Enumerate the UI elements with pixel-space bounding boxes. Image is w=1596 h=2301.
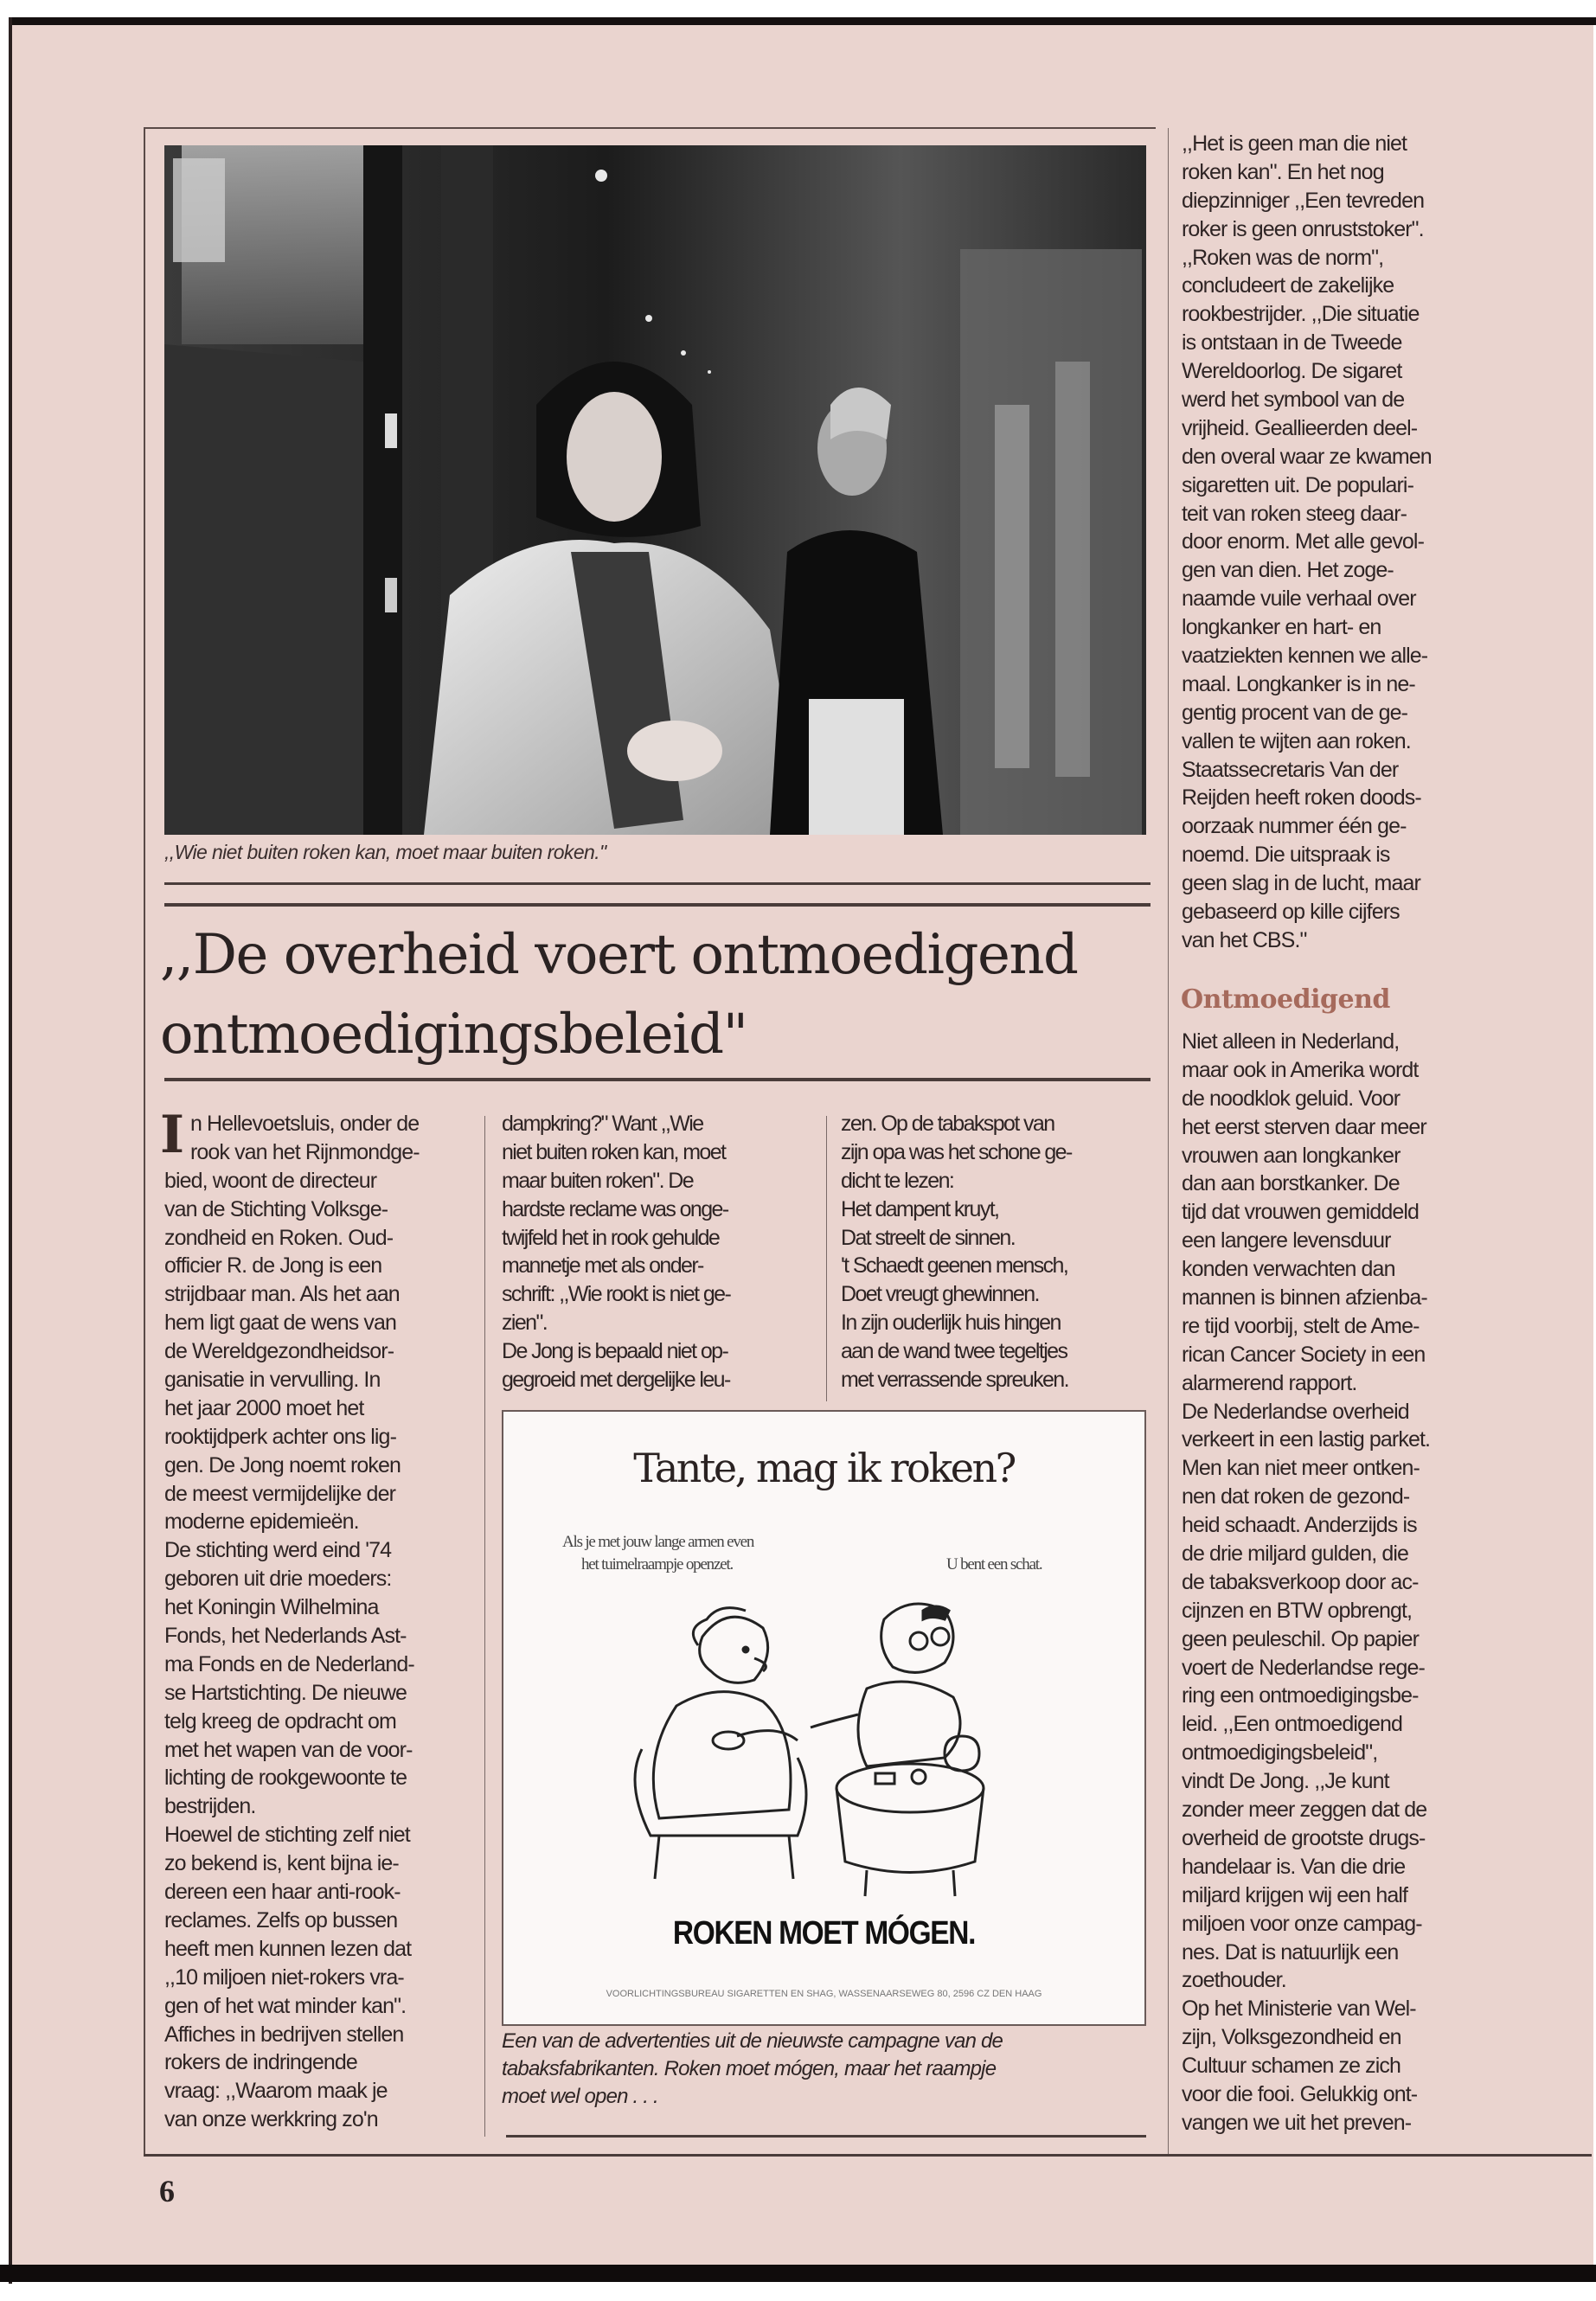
text-line: strijdbaar man. Als het aan (164, 1282, 400, 1307)
text-line: gebaseerd op kille cijfers (1182, 900, 1400, 925)
photo-caption: ,,Wie niet buiten roken kan, moet maar buiten roken." (164, 841, 606, 863)
ad-speech-left: het tuimelraampje openzet. (581, 1555, 734, 1574)
text-line: hem ligt gaat de wens van (164, 1311, 396, 1336)
text-line: ring een ontmoedigingsbe- (1182, 1683, 1419, 1708)
text-line: Hoewel de stichting zelf niet (164, 1823, 410, 1848)
text-line: diepzinniger ,,Een tevreden (1182, 188, 1425, 213)
ad-speech-right: U bent een schat. (946, 1555, 1042, 1574)
text-line: sigaretten uit. De populari- (1182, 472, 1414, 497)
text-line: vrijheid. Geallieerden deel- (1182, 415, 1418, 440)
ad-caption-line: moet wel open . . . (502, 2085, 658, 2108)
text-line: hardste reclame was onge- (502, 1196, 728, 1221)
text-line: De Nederlandse overheid (1182, 1399, 1409, 1424)
text-line: Wereldoorlog. De sigaret (1182, 359, 1402, 384)
text-line: door enorm. Met alle gevol- (1182, 529, 1425, 554)
article-column-4-top (1182, 130, 1432, 955)
text-line: met het wapen van de voor- (164, 1737, 413, 1762)
text-line: vrouwen aan longkanker (1182, 1143, 1401, 1168)
text-line: 't Schaedt geenen mensch, (841, 1253, 1068, 1279)
text-line: lichting de rookgewoonte te (164, 1766, 407, 1791)
text-line: geen slag in de lucht, maar (1182, 871, 1420, 896)
column-rule (826, 1116, 827, 1401)
text-line: longkanker en hart- en (1182, 615, 1381, 640)
text-line: bestrijden. (164, 1794, 256, 1819)
text-line: maar ook in Amerika wordt (1182, 1057, 1419, 1082)
headline-line: ontmoedigingsbeleid" (160, 1003, 747, 1067)
text-line: het jaar 2000 moet het (164, 1395, 364, 1420)
text-line: de meest vermijdelijke der (164, 1481, 395, 1506)
text-line: Affiches in bedrijven stellen (164, 2022, 404, 2047)
ad-caption-line: tabaksfabrikanten. Roken moet mógen, maar het raampje (502, 2057, 997, 2080)
text-line: dereen een haar anti-rook- (164, 1880, 401, 1905)
text-line: cijnzen en BTW opbrengt, (1182, 1598, 1413, 1623)
frame-rule-top (144, 127, 1156, 129)
text-line: van het CBS." (1182, 927, 1307, 952)
text-line: zoethouder. (1182, 1968, 1286, 1993)
text-line: twijfeld het in rook gehulde (502, 1225, 720, 1250)
text-line: dan aan borstkanker. De (1182, 1171, 1400, 1196)
ad-caption-line: Een van de advertenties uit de nieuwste campagne van de (502, 2029, 1003, 2053)
column-rule (1168, 128, 1169, 2154)
article-column-4-bottom (1182, 1028, 1430, 2138)
text-line: konden verwachten dan (1182, 1257, 1395, 1282)
text-line: handelaar is. Van die drie (1182, 1854, 1406, 1879)
frame-rule-left (144, 128, 145, 2156)
text-line: In zijn ouderlijk huis hingen (841, 1311, 1061, 1336)
text-line: bied, woont de directeur (164, 1168, 377, 1193)
divider-rule (164, 903, 1151, 907)
text-line: gentig procent van de ge- (1182, 700, 1408, 725)
text-line: vraag: ,,Waarom maak je (164, 2079, 388, 2104)
text-line: n Hellevoetsluis, onder de (190, 1112, 420, 1136)
text-line: dampkring?" Want ,,Wie (502, 1112, 703, 1136)
subheading: Ontmoedigend (1181, 984, 1390, 1015)
text-line: ,,Het is geen man die niet (1182, 131, 1407, 156)
text-line: is ontstaan in de Tweede (1182, 330, 1402, 356)
text-line: roker is geen onruststoker". (1182, 216, 1424, 241)
text-line: zien". (502, 1311, 548, 1336)
text-line: Reijden heeft roken doods- (1182, 785, 1421, 811)
text-line: Fonds, het Nederlands Ast- (164, 1624, 407, 1649)
text-line: gen of het wat minder kan". (164, 1993, 407, 2018)
text-line: concludeert de zakelijke (1182, 273, 1394, 298)
text-line: rican Cancer Society in een (1182, 1342, 1426, 1367)
text-line: reclames. Zelfs op bussen (164, 1907, 398, 1932)
article-column-3 (841, 1110, 1072, 1394)
text-line: Het dampent kruyt, (841, 1196, 999, 1221)
photo-illustration (164, 145, 1146, 835)
text-line: zijn opa was het schone ge- (841, 1139, 1072, 1164)
scan-edge-top (10, 17, 1596, 25)
text-line: gen. De Jong noemt roken (164, 1452, 401, 1477)
text-line: vallen te wijten aan roken. (1182, 728, 1411, 753)
text-line: noemd. Die uitspraak is (1182, 843, 1390, 868)
text-line: ,,10 miljoen niet-rokers vra- (164, 1965, 404, 1990)
text-line: tijd dat vrouwen gemiddeld (1182, 1200, 1420, 1225)
text-line: rookbestrijder. ,,Die situatie (1182, 302, 1420, 327)
text-line: rokers de indringende (164, 2050, 357, 2075)
text-line: Doet vreugt ghewinnen. (841, 1282, 1039, 1307)
text-line: dicht te lezen: (841, 1168, 954, 1193)
train-corridor-photo (164, 145, 1146, 835)
text-line: niet buiten roken kan, moet (502, 1139, 726, 1164)
text-line: voor die fooi. Gelukkig ont- (1182, 2081, 1418, 2106)
text-line: mannetje met als onder- (502, 1253, 703, 1279)
text-line: rooktijdperk achter ons lig- (164, 1424, 396, 1449)
text-line: overheid de grootste drugs- (1182, 1825, 1426, 1850)
text-line: officier R. de Jong is een (164, 1253, 382, 1279)
text-line: miljoen voor onze campag- (1182, 1911, 1422, 1936)
text-line: zondheid en Roken. Oud- (164, 1225, 394, 1250)
headline-line: ,,De overheid voert ontmoedigend (160, 923, 1078, 987)
ad-footer: VOORLICHTINGSBUREAU SIGARETTEN EN SHAG, WASSENAARSEWEG 80, 2596 CZ DEN HAAG (606, 1989, 1042, 1999)
text-line: naamde vuile verhaal over (1182, 586, 1416, 612)
text-line: gegroeid met dergelijke leu- (502, 1368, 730, 1393)
text-line: zo bekend is, kent bijna ie- (164, 1851, 399, 1876)
frame-rule-bottom (144, 2154, 1592, 2157)
text-line: re tijd voorbij, stelt de Ame- (1182, 1313, 1420, 1338)
scan-edge-bottom (0, 2265, 1596, 2282)
text-line: maal. Longkanker is in ne- (1182, 671, 1415, 696)
text-line: de tabaksverkoop door ac- (1182, 1569, 1419, 1594)
text-line: geboren uit drie moeders: (164, 1567, 392, 1592)
text-line: vindt De Jong. ,,Je kunt (1182, 1769, 1389, 1794)
divider-rule (164, 1078, 1151, 1081)
ad-slogan: ROKEN MOET MÓGEN. (672, 1915, 976, 1952)
ad-caption (502, 2028, 1003, 2111)
text-line: nes. Dat is natuurlijk een (1182, 1939, 1399, 1965)
text-line: moderne epidemieën. (164, 1509, 359, 1535)
scan-edge-left (9, 17, 12, 2284)
text-line: nen dat roken de gezond- (1182, 1484, 1410, 1509)
text-line: voert de Nederlandse rege- (1182, 1655, 1425, 1680)
text-line: Op het Ministerie van Wel- (1182, 1997, 1416, 2022)
text-line: teit van roken steeg daar- (1182, 501, 1407, 526)
advertisement (502, 1410, 1146, 2026)
text-line: Dat streelt de sinnen. (841, 1225, 1016, 1250)
text-line: ,,Roken was de norm", (1182, 245, 1384, 270)
text-line: geen peuleschil. Op papier (1182, 1626, 1420, 1651)
text-line: maar buiten roken". De (502, 1168, 694, 1193)
text-line: Niet alleen in Nederland, (1182, 1029, 1400, 1054)
text-line: vaatziekten kennen we alle- (1182, 644, 1428, 669)
drop-cap: I (160, 1105, 185, 1165)
text-line: aan de wand twee tegeltjes (841, 1339, 1067, 1364)
text-line: van onze werkkring zo'n (164, 2107, 378, 2132)
text-line: heeft men kunnen lezen dat (164, 1936, 412, 1961)
text-line: Men kan niet meer ontken- (1182, 1456, 1420, 1481)
ad-title: Tante, mag ik roken? (633, 1445, 1015, 1491)
page-number: 6 (159, 2174, 175, 2208)
text-line: ganisatie in vervulling. In (164, 1368, 381, 1393)
text-line: den overal waar ze kwamen (1182, 444, 1432, 469)
divider-rule (164, 882, 1151, 885)
text-line: met verrassende spreuken. (841, 1368, 1068, 1393)
text-line: gen van dien. Het zoge- (1182, 558, 1394, 583)
text-line: De Jong is bepaald niet op- (502, 1339, 728, 1364)
text-line: de noodklok geluid. Voor (1182, 1086, 1401, 1111)
text-line: het eerst sterven daar meer (1182, 1114, 1426, 1139)
text-line: de Wereldgezondheidsor- (164, 1339, 394, 1364)
text-line: schrift: ,,Wie rookt is niet ge- (502, 1282, 731, 1307)
article-column-2 (502, 1110, 730, 1394)
text-line: leid. ,,Een ontmoedigend (1182, 1712, 1402, 1737)
text-line: zijn, Volksgezondheid en (1182, 2025, 1401, 2050)
text-line: zonder meer zeggen dat de (1182, 1798, 1427, 1823)
text-line: De stichting werd eind '74 (164, 1538, 392, 1563)
article-column-1 (164, 1110, 420, 2134)
text-line: Staatssecretaris Van der (1182, 757, 1399, 782)
text-line: verkeert in een lastig parket. (1182, 1427, 1431, 1452)
text-line: roken kan". En het nog (1182, 159, 1384, 184)
cartoon-illustration (625, 1585, 1031, 1905)
text-line: heid schaadt. Anderzijds is (1182, 1513, 1417, 1538)
text-line: oorzaak nummer één ge- (1182, 814, 1407, 839)
text-line: vangen we uit het preven- (1182, 2110, 1412, 2135)
text-line: werd het symbool van de (1182, 388, 1405, 413)
text-line: ma Fonds en de Nederland- (164, 1651, 414, 1676)
text-line: miljard krijgen wij een half (1182, 1882, 1408, 1907)
text-line: se Hartstichting. De nieuwe (164, 1680, 407, 1705)
divider-rule (506, 2135, 1146, 2138)
text-line: een langere levensduur (1182, 1228, 1391, 1253)
text-line: telg kreeg de opdracht om (164, 1708, 396, 1734)
column-rule (484, 1116, 485, 2137)
text-line: mannen is binnen afzienba- (1182, 1285, 1427, 1311)
text-line: rook van het Rijnmondge- (190, 1139, 420, 1164)
text-line: Cultuur schamen ze zich (1182, 2054, 1401, 2079)
ad-speech-left: Als je met jouw lange armen even (562, 1533, 754, 1551)
text-line: van de Stichting Volksge- (164, 1196, 388, 1221)
text-line: alarmerend rapport. (1182, 1370, 1357, 1395)
text-line: het Koningin Wilhelmina (164, 1595, 379, 1620)
text-line: ontmoedigingsbeleid", (1182, 1740, 1378, 1766)
article-headline (160, 915, 1078, 1074)
text-line: de drie miljard gulden, die (1182, 1541, 1408, 1567)
text-line: zen. Op de tabakspot van (841, 1112, 1054, 1136)
